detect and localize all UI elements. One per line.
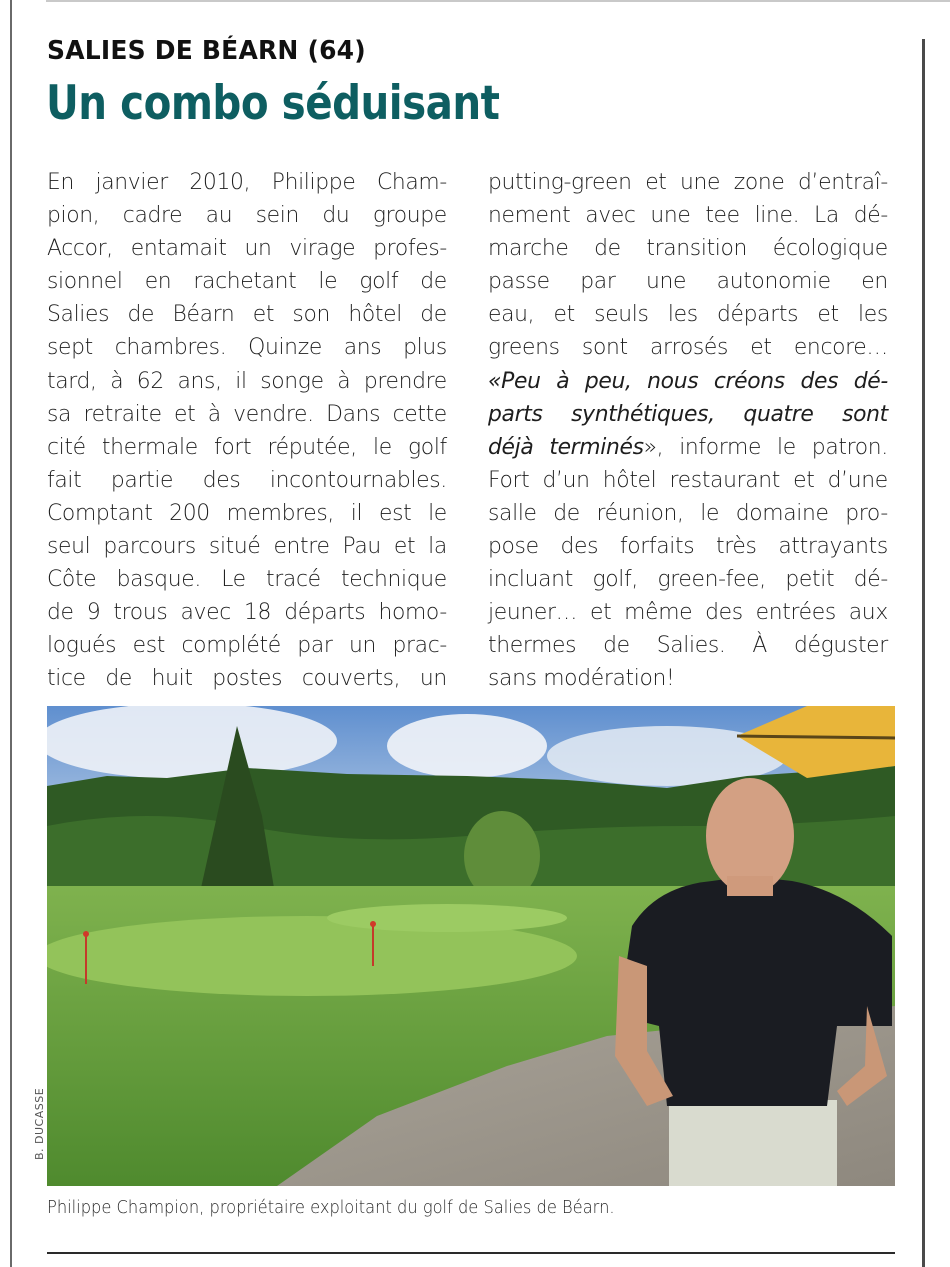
body-line: thermes de Salies. À déguster: [488, 632, 888, 659]
body-line-mixed: [488, 431, 888, 464]
article-headline: Un combo séduisant: [46, 76, 500, 131]
cloud: [387, 714, 547, 778]
flag-pin: [372, 924, 374, 966]
body-line: incluant golf, green-fee, petit dé-: [488, 566, 888, 593]
body-line: Fort d’un hôtel restaurant et d’une: [488, 466, 888, 493]
body-column-right: [488, 166, 894, 696]
body-line: Accor, entamait un virage profes-: [47, 235, 447, 262]
quote-line: parts synthétiques, quatre sont: [488, 400, 888, 427]
body-line: sept chambres. Quinze ans plus: [47, 334, 447, 361]
body-line: Comptant 200 membres, il est le: [47, 499, 447, 526]
body-line: jeuner… et même des entrées aux: [488, 599, 888, 626]
top-rule: [46, 0, 950, 2]
body-line: salle de réunion, le domaine pro-: [488, 499, 888, 526]
golf-course-photo: [47, 706, 895, 1186]
body-line: marche de transition écologique: [488, 235, 888, 262]
body-line: sans modération!: [488, 665, 675, 692]
body-line: En janvier 2010, Philippe Cham-: [47, 169, 447, 195]
left-page-border: [10, 0, 12, 1267]
body-line: sa retraite et à vendre. Dans cette: [47, 400, 447, 427]
flag-pin: [85, 934, 87, 984]
flag: [83, 931, 89, 937]
body-line: fait partie des incontournables.: [47, 466, 447, 493]
flag: [370, 921, 376, 927]
article-kicker: SALIES DE BÉARN (64): [47, 35, 366, 66]
body-line: tard, à 62 ans, il songe à prendre: [47, 367, 447, 394]
upper-green: [327, 904, 567, 932]
quote-end: déjà terminés: [488, 433, 644, 460]
body-line: Salies de Béarn et son hôtel de: [47, 301, 447, 328]
body-line: pion, cadre au sein du groupe: [47, 202, 447, 229]
bottom-rule: [47, 1252, 895, 1254]
body-line: seul parcours situé entre Pau et la: [47, 533, 447, 560]
body-line: sionnel en rachetant le golf de: [47, 268, 447, 295]
body-line: logués est complété par un prac-: [47, 632, 447, 659]
body-line: de 9 trous avec 18 départs homo-: [47, 599, 447, 626]
body-line: pose des forfaits très attrayants: [488, 533, 888, 560]
body-line: putting-green et une zone d’entraî-: [488, 169, 888, 195]
article-photo: [47, 706, 895, 1186]
body-column-left: [47, 166, 453, 696]
body-line: cité thermale fort réputée, le golf: [47, 433, 447, 460]
column-divider-rule: [922, 39, 925, 1267]
body-line: eau, et seuls les départs et les: [488, 301, 888, 328]
photo-credit: B. DUCASSE: [33, 1087, 46, 1160]
body-line: passe par une autonomie en: [488, 268, 888, 295]
body-line: greens sont arrosés et encore…: [488, 334, 888, 361]
photo-caption: Philippe Champion, propriétaire exploitant du golf de Salies de Béarn.: [47, 1198, 615, 1218]
quote-attribution: », informe le patron.: [643, 433, 888, 460]
body-line: Côte basque. Le tracé technique: [47, 566, 447, 593]
body-line: tice de huit postes couverts, un: [47, 665, 447, 692]
quote-line: «Peu à peu, nous créons des dé-: [488, 367, 888, 394]
body-line: nement avec une tee line. La dé-: [488, 202, 888, 229]
